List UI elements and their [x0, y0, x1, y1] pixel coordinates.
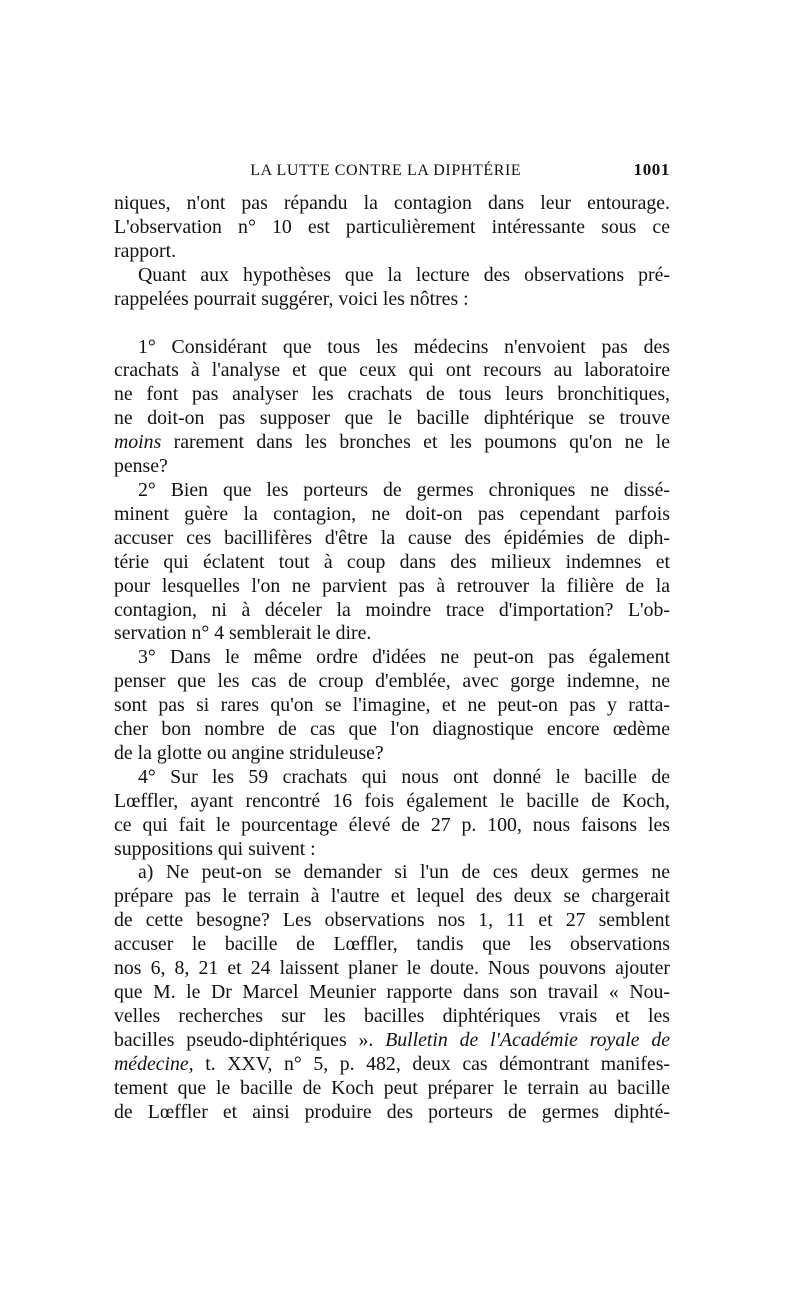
text-line: rapport.: [114, 239, 177, 262]
text-fragment: bacilles pseudo-diphtériques ».: [114, 1028, 374, 1051]
text-line: prépare pas le terrain à l'autre et lequel des deux se chargerait: [114, 885, 670, 908]
paragraph-gap: [114, 312, 670, 336]
text-line: Lœffler, ayant rencontré 16 fois également le bacille de Koch,: [114, 789, 670, 812]
text-line: crachats à l'analyse et que ceux qui ont recours au laboratoire: [114, 359, 670, 382]
text-line: pour lesquelles l'on ne parvient pas à retrouver la filière de la: [114, 574, 670, 597]
text-line: que M. le Dr Marcel Meunier rapporte dans son travail « Nou-: [114, 981, 670, 1003]
text-line: velles recherches sur les bacilles diphtériques vrais et les: [114, 1004, 670, 1027]
text-line: de la glotte ou angine striduleuse?: [114, 741, 384, 764]
journal-title: Bulletin de l'Académie royale de: [385, 1028, 671, 1051]
running-header: [114, 152, 670, 192]
text-line: sont pas si rares qu'on se l'imagine, et ne peut-on pas y ratta-: [114, 694, 670, 717]
text-line: accuser le bacille de Lœffler, tandis que les observations: [114, 933, 670, 956]
running-title: LA LUTTE CONTRE LA DIPHTÉRIE: [250, 162, 522, 179]
text-line: niques, n'ont pas répandu la contagion dans leur entourage.: [114, 192, 670, 214]
text-line: térie qui éclatent tout à coup dans des milieux indemnes et: [114, 550, 670, 573]
book-page: [114, 152, 670, 1124]
text-line: contagion, ni à déceler la moindre trace d'importation? L'ob-: [114, 598, 670, 621]
text-line: Quant aux hypothèses que la lecture des observations pré-: [138, 263, 670, 286]
text-line: de cette besogne? Les observations nos 1, 11 et 27 semblent: [114, 909, 670, 932]
text-line: suppositions qui suivent :: [114, 837, 316, 860]
journal-title-cont: médecine,: [114, 1052, 194, 1075]
text-line: nos 6, 8, 21 et 24 laissent planer le doute. Nous pouvons ajouter: [114, 957, 670, 980]
text-line: servation n° 4 semblerait le dire.: [114, 622, 372, 645]
text-line: ce qui fait le pourcentage élevé de 27 p. 100, nous faisons les: [114, 813, 670, 836]
text-line: accuser ces bacillifères d'être la cause des épidémies de diph-: [114, 526, 670, 549]
text-line: tement que le bacille de Koch peut préparer le terrain au bacille: [114, 1076, 670, 1099]
page-number: 1001: [633, 160, 670, 179]
italic-word: moins: [114, 431, 162, 454]
body-text: [114, 192, 670, 1124]
text-line: penser que les cas de croup d'emblée, avec gorge indemne, ne: [114, 670, 670, 693]
text-line: rappelées pourrait suggérer, voici les nôtres :: [114, 287, 469, 310]
text-line: minent guère la contagion, ne doit-on pas cependant parfois: [114, 502, 670, 525]
text-line: 2° Bien que les porteurs de germes chroniques ne dissé-: [138, 478, 670, 501]
text-line-mixed: [114, 431, 670, 455]
text-line: 1° Considérant que tous les médecins n'envoient pas des: [138, 335, 670, 358]
text-line: 4° Sur les 59 crachats qui nous ont donné le bacille de: [138, 765, 670, 788]
text-fragment: rarement dans les bronches et les poumons qu'on ne le: [173, 431, 671, 454]
text-line-mixed: [114, 1029, 670, 1053]
text-fragment: t. XXV, n° 5, p. 482, deux cas démontrant manifes-: [205, 1052, 670, 1075]
text-line: a) Ne peut-on se demander si l'un de ces deux germes ne: [138, 861, 670, 884]
text-line: 3° Dans le même ordre d'idées ne peut-on pas également: [138, 646, 670, 669]
text-line: pense?: [114, 455, 168, 478]
text-line: ne font pas analyser les crachats de tous leurs bronchitiques,: [114, 383, 670, 406]
text-line: de Lœffler et ainsi produire des porteurs de germes diphté-: [114, 1100, 670, 1123]
text-line: L'observation n° 10 est particulièrement intéressante sous ce: [114, 215, 670, 238]
text-line: cher bon nombre de cas que l'on diagnostique encore œdème: [114, 718, 670, 741]
text-line: ne doit-on pas supposer que le bacille diphtérique se trouve: [114, 407, 670, 430]
text-line-mixed: [114, 1053, 670, 1077]
